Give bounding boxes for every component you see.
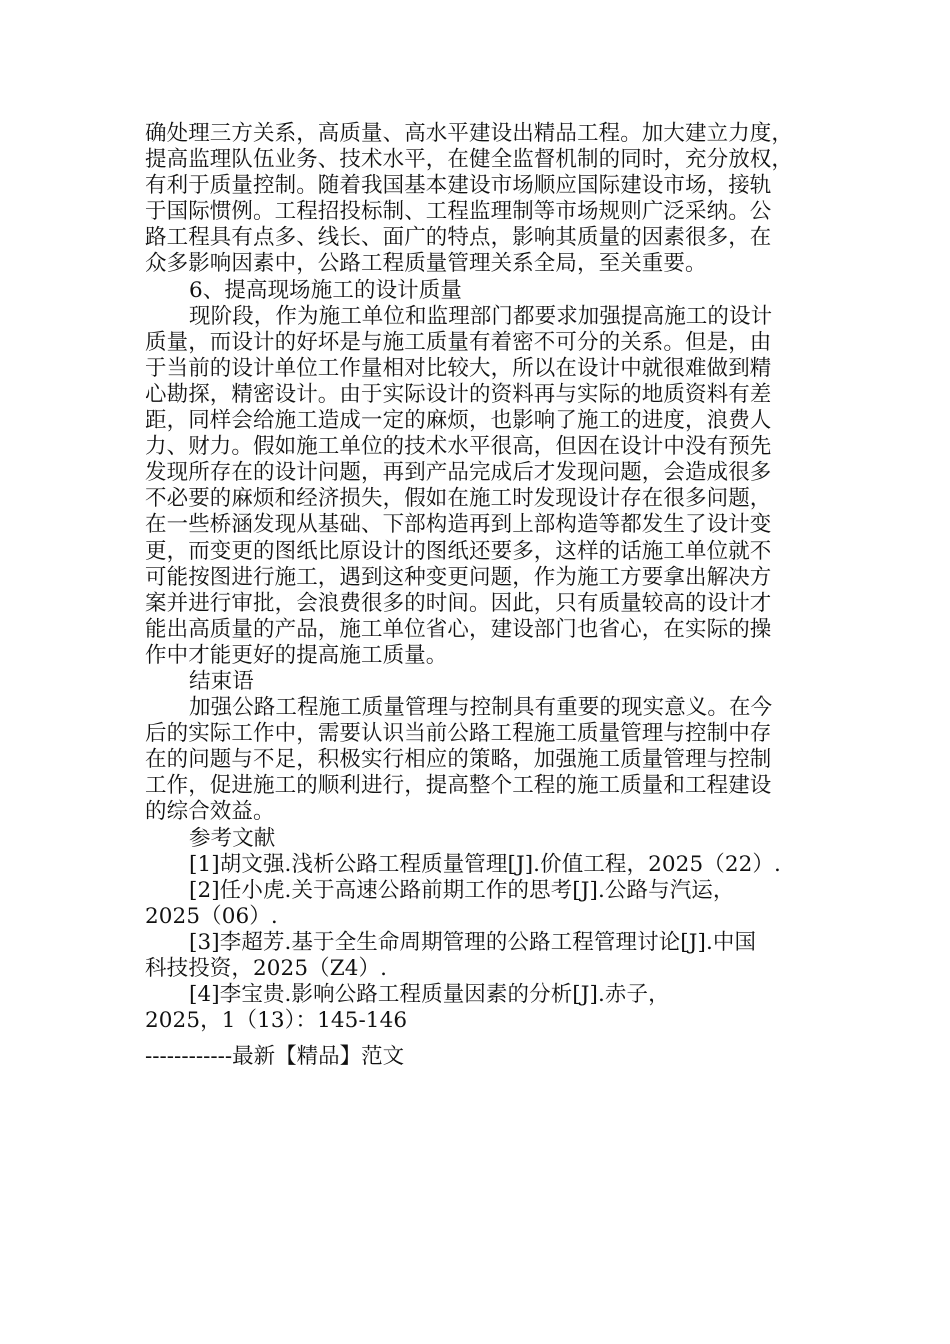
text-line: 在一些桥涵发现从基础、下部构造再到上部构造等都发生了设计变: [145, 512, 772, 538]
text-line: [2]任小虎.关于高速公路前期工作的思考[J].公路与汽运，: [189, 877, 735, 903]
text-line: 案并进行审批，会浪费很多的时间。因此，只有质量较高的设计才: [145, 590, 772, 616]
text-line: 力、财力。假如施工单位的技术水平很高，但因在设计中没有预先: [145, 434, 772, 460]
text-line: 能出高质量的产品，施工单位省心，建设部门也省心，在实际的操: [145, 616, 772, 642]
text-line: [4]李宝贵.影响公路工程质量因素的分析[J].赤子，: [189, 982, 670, 1008]
text-line: 在的问题与不足，积极实行相应的策略，加强施工质量管理与控制: [145, 747, 772, 773]
text-line: 可能按图进行施工，遇到这种变更问题，作为施工方要拿出解决方: [145, 564, 772, 590]
text-line: 后的实际工作中，需要认识当前公路工程施工质量管理与控制中存: [145, 721, 772, 747]
text-line: 于国际惯例。工程招投标制、工程监理制等市场规则广泛采纳。公: [145, 199, 772, 225]
text-line: 加强公路工程施工质量管理与控制具有重要的现实意义。在今: [189, 695, 773, 721]
text-line: 2025（06）.: [145, 903, 278, 929]
text-line: [3]李超芳.基于全生命周期管理的公路工程管理讨论[J].中国: [189, 929, 757, 955]
text-line: 众多影响因素中，公路工程质量管理关系全局，至关重要。: [145, 251, 707, 277]
text-line: 结束语: [189, 668, 254, 694]
text-line: 工作，促进施工的顺利进行，提高整个工程的施工质量和工程建设: [145, 773, 772, 799]
text-line: 6、提高现场施工的设计质量: [189, 277, 462, 303]
text-line: 路工程具有点多、线长、面广的特点，影响其质量的因素很多，在: [145, 225, 772, 251]
text-line: 作中才能更好的提高施工质量。: [145, 642, 448, 668]
text-line: 科技投资，2025（Z4）.: [145, 956, 388, 981]
text-line: 质量，而设计的好坏是与施工质量有着密不可分的关系。但是，由: [145, 329, 772, 355]
text-line: 心勘探，精密设计。由于实际设计的资料再与实际的地质资料有差: [145, 381, 772, 407]
text-line: 更，而变更的图纸比原设计的图纸还要多，这样的话施工单位就不: [145, 538, 772, 564]
text-line: 提高监理队伍业务、技术水平，在健全监督机制的同时，充分放权，: [145, 147, 794, 173]
text-line: 发现所存在的设计问题，再到产品完成后才发现问题，会造成很多: [145, 460, 772, 486]
text-line: 距，同样会给施工造成一定的麻烦，也影响了施工的进度，浪费人: [145, 408, 772, 434]
text-line: 确处理三方关系，高质量、高水平建设出精品工程。加大建立力度，: [145, 121, 794, 146]
text-line: 于当前的设计单位工作量相对比较大，所以在设计中就很难做到精: [145, 355, 772, 381]
document-body: [145, 121, 805, 1034]
footer-text: ------------最新【精品】范文: [145, 1044, 405, 1069]
text-line: 2025，1（13）：145-146: [145, 1008, 408, 1034]
text-line: 的综合效益。: [145, 799, 275, 825]
text-line: 参考文献: [189, 825, 276, 851]
text-line: 现阶段，作为施工单位和监理部门都要求加强提高施工的设计: [189, 303, 773, 329]
text-line: 有利于质量控制。随着我国基本建设市场顺应国际建设市场，接轨: [145, 173, 772, 199]
text-line: 不必要的麻烦和经济损失，假如在施工时发现设计存在很多问题，: [145, 486, 772, 512]
text-line: [1]胡文强.浅析公路工程质量管理[J].价值工程，2025（22）.: [189, 851, 781, 877]
